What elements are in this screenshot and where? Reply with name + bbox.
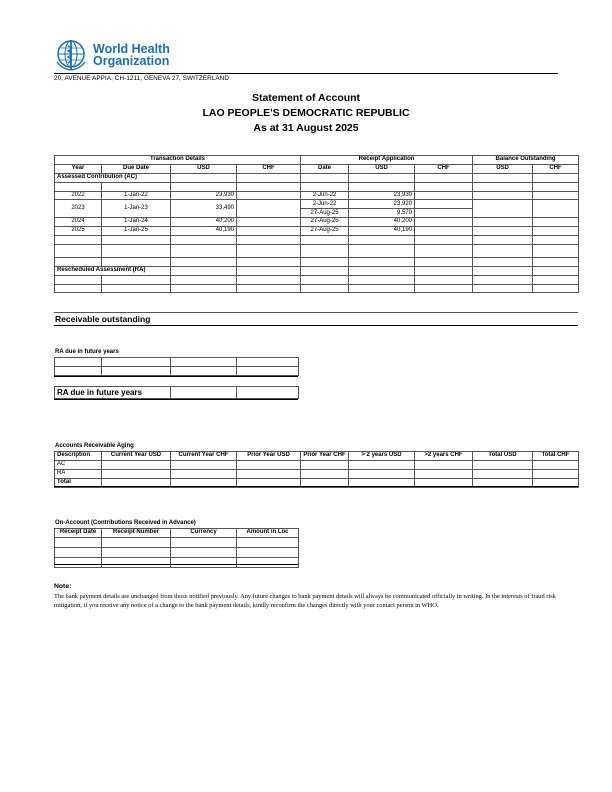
group-header-receipt: Receipt Application: [301, 156, 473, 165]
row-year: 2022: [55, 191, 102, 200]
receipt-date: 2-Jun-22: [301, 200, 349, 209]
aging-row-label: RA: [55, 469, 102, 478]
ra-future-total-table: [54, 386, 299, 399]
receipt-date: 2-Jun-22: [301, 191, 349, 200]
divider: [54, 399, 298, 400]
table-row: [55, 358, 299, 367]
col-balance-chf: CHF: [533, 164, 579, 173]
row-amount-usd: 40,190: [171, 227, 237, 236]
receipt-usd: 9,570: [349, 209, 415, 218]
aging-col-prior-chf: Prior Year CHF: [301, 452, 349, 461]
aging-title: Accounts Receivable Aging: [55, 443, 134, 449]
table-row: [55, 227, 579, 236]
table-row: [55, 547, 299, 557]
row-due-date: 1-Jan-25: [102, 227, 171, 236]
group-header-transaction: Transaction Details: [55, 156, 301, 165]
table-row: [55, 191, 579, 200]
row-amount-usd: 23,930: [171, 191, 237, 200]
org-name-line1: World Health: [93, 42, 170, 56]
receipt-usd: 23,920: [349, 200, 415, 209]
receipt-date: 27-Aug-25: [301, 209, 349, 218]
receivable-outstanding-label: Receivable outstanding: [55, 314, 151, 324]
aging-col-current-chf: Current Year CHF: [171, 452, 237, 461]
who-emblem-icon: [54, 38, 88, 72]
col-tx-usd: USD: [171, 164, 237, 173]
col-year: Year: [55, 164, 102, 173]
row-due-date: 1-Jan-24: [102, 218, 171, 227]
col-tx-chf: CHF: [237, 164, 301, 173]
receipt-date: 27-Aug-25: [301, 218, 349, 227]
table-row: [55, 244, 579, 257]
on-account-col-receipt-number: Receipt Number: [102, 529, 171, 538]
row-year: 2025: [55, 227, 102, 236]
divider: [54, 376, 298, 377]
org-name-line2: Organization: [93, 54, 170, 68]
row-due-date: 1-Jan-23: [102, 200, 171, 218]
ra-future-total-label: RA due in future years: [55, 387, 171, 399]
row-due-date: 1-Jan-22: [102, 191, 171, 200]
on-account-title: On-Account (Contributions Received in Advance): [55, 520, 196, 526]
table-row: [55, 537, 299, 547]
note-title: Note:: [54, 583, 72, 590]
divider: [54, 312, 578, 313]
row-amount-usd: 40,200: [171, 218, 237, 227]
aging-col-total-usd: Total USD: [473, 452, 533, 461]
table-row: [55, 218, 579, 227]
table-row: [55, 200, 579, 209]
divider: [54, 486, 578, 487]
country-name: LAO PEOPLE'S DEMOCRATIC REPUBLIC: [202, 107, 410, 119]
ac-section-label: Assessed Contribution (AC): [55, 173, 171, 182]
org-name: [93, 43, 170, 67]
who-logo: [54, 38, 170, 72]
note-text: The bank payment details are unchanged from those notified previously. Any future changes to bank payment details will always be communicated officially in writing. In the interests of fraud risk mitigation, if you receive any notice of a change to the bank payment details, kindly reconfirm the changes directly with your contact person in WHO.: [54, 593, 556, 610]
divider: [54, 325, 578, 326]
org-address: 20, AVENUE APPIA, CH-1211, GENEVA 27, SWITZERLAND: [54, 73, 558, 82]
statement-table: [54, 155, 579, 293]
on-account-col-currency: Currency: [171, 529, 237, 538]
table-row: [55, 469, 579, 478]
aging-col-2yr-usd: > 2 years USD: [349, 452, 415, 461]
receipt-date: 27-Aug-25: [301, 227, 349, 236]
group-header-balance: Balance Outstanding: [473, 156, 579, 165]
table-row: [55, 460, 579, 469]
aging-col-total-chf: Total CHF: [533, 452, 579, 461]
aging-col-description: Description: [55, 452, 102, 461]
on-account-col-amount: Amount in Loc: [237, 529, 299, 538]
table-row: [55, 275, 579, 284]
row-amount-usd: 33,490: [171, 200, 237, 218]
receipt-usd: 40,190: [349, 227, 415, 236]
ra-future-header: RA due in future years: [55, 349, 119, 355]
ra-future-table: [54, 357, 299, 376]
aging-row-label: Total: [55, 478, 102, 487]
aging-table: [54, 451, 579, 488]
col-receipt-usd: USD: [349, 164, 415, 173]
col-balance-usd: USD: [473, 164, 533, 173]
table-row: [55, 236, 579, 245]
ra-section-label: Rescheduled Assessment (RA): [55, 266, 171, 275]
col-receipt-chf: CHF: [415, 164, 473, 173]
table-row: [55, 366, 299, 375]
col-due-date: Due Date: [102, 164, 171, 173]
aging-col-current-usd: Current Year USD: [102, 452, 171, 461]
table-row: [55, 182, 579, 191]
row-year: 2023: [55, 200, 102, 218]
aging-col-prior-usd: Prior Year USD: [237, 452, 301, 461]
table-row: [55, 257, 579, 266]
table-row: [55, 284, 579, 293]
row-year: 2024: [55, 218, 102, 227]
on-account-col-receipt-date: Receipt Date: [55, 529, 102, 538]
aging-col-2yr-chf: >2 years CHF: [415, 452, 473, 461]
col-receipt-date: Date: [301, 164, 349, 173]
statement-date: As at 31 August 2025: [253, 122, 359, 134]
statement-title: Statement of Account: [251, 92, 361, 104]
table-row: [55, 557, 299, 567]
divider: [54, 564, 298, 565]
receipt-usd: 23,930: [349, 191, 415, 200]
receipt-usd: 40,200: [349, 218, 415, 227]
note: [54, 582, 574, 611]
on-account-table: [54, 528, 299, 568]
aging-row-label: AC: [55, 460, 102, 469]
